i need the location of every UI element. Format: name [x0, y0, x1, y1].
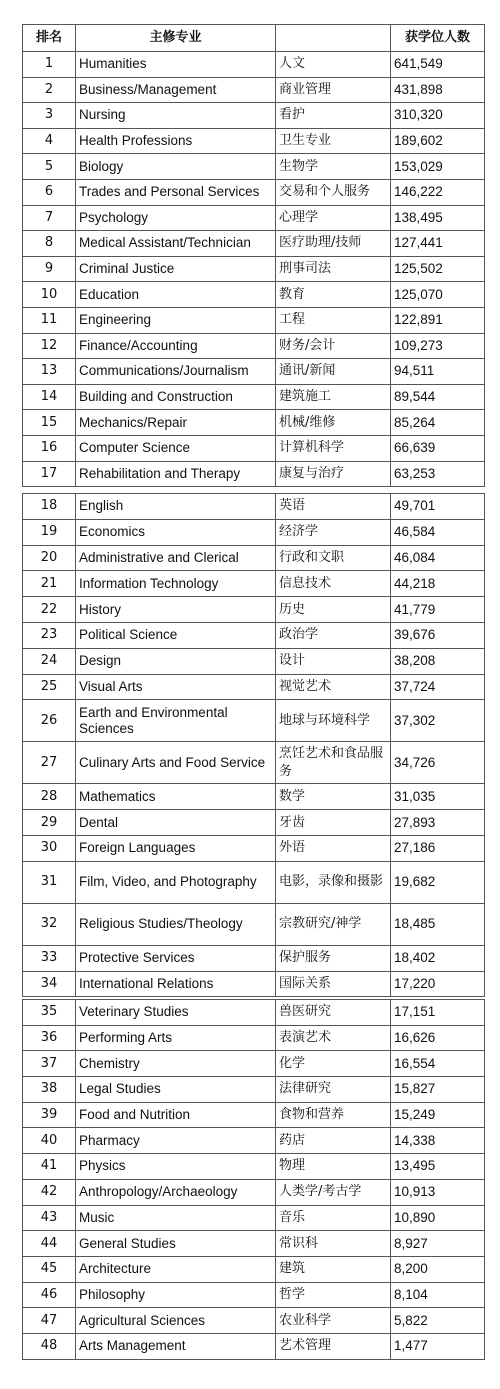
degrees-cell: 16,554 [391, 1051, 485, 1077]
major-cn-cell: 设计 [276, 648, 391, 674]
degrees-cell: 641,549 [391, 52, 485, 78]
major-cn-cell: 化学 [276, 1051, 391, 1077]
major-cn-cell: 常识科 [276, 1231, 391, 1257]
degrees-cell: 125,070 [391, 282, 485, 308]
rank-cell: 8 [23, 231, 76, 257]
major-en-cell: Economics [76, 519, 276, 545]
ranking-table-part-3 [22, 999, 485, 1360]
major-en-cell: Mechanics/Repair [76, 410, 276, 436]
rank-cell: 31 [23, 861, 76, 903]
degrees-cell: 41,779 [391, 597, 485, 623]
rank-cell: 42 [23, 1179, 76, 1205]
major-cn-cell: 视觉艺术 [276, 674, 391, 700]
rank-cell: 36 [23, 1025, 76, 1051]
major-en-cell: Administrative and Clerical [76, 545, 276, 571]
table-row [23, 1128, 485, 1154]
rank-cell: 10 [23, 282, 76, 308]
degrees-cell: 34,726 [391, 742, 485, 784]
header-degrees: 获学位人数 [391, 25, 485, 52]
degrees-cell: 146,222 [391, 179, 485, 205]
table-row [23, 1179, 485, 1205]
major-en-cell: Psychology [76, 205, 276, 231]
major-en-cell: General Studies [76, 1231, 276, 1257]
rank-cell: 25 [23, 674, 76, 700]
major-en-cell: Engineering [76, 307, 276, 333]
table-row [23, 597, 485, 623]
major-en-cell: Rehabilitation and Therapy [76, 461, 276, 487]
major-en-cell: Information Technology [76, 571, 276, 597]
major-en-cell: Protective Services [76, 945, 276, 971]
table-row [23, 674, 485, 700]
table-row [23, 1282, 485, 1308]
rank-cell: 47 [23, 1308, 76, 1334]
major-cn-cell: 心理学 [276, 205, 391, 231]
major-en-cell: Performing Arts [76, 1025, 276, 1051]
rank-cell: 1 [23, 52, 76, 78]
degrees-cell: 39,676 [391, 622, 485, 648]
rank-cell: 22 [23, 597, 76, 623]
table-row [23, 103, 485, 129]
rank-cell: 9 [23, 256, 76, 282]
major-cn-cell: 烹饪艺术和食品服务 [276, 742, 391, 784]
degrees-cell: 19,682 [391, 861, 485, 903]
degrees-cell: 38,208 [391, 648, 485, 674]
major-cn-cell: 卫生专业 [276, 128, 391, 154]
degrees-cell: 127,441 [391, 231, 485, 257]
major-cn-cell: 地球与环境科学 [276, 700, 391, 742]
major-en-cell: Legal Studies [76, 1077, 276, 1103]
table-row [23, 52, 485, 78]
table-row [23, 359, 485, 385]
major-en-cell: Anthropology/Archaeology [76, 1179, 276, 1205]
table-row [23, 1077, 485, 1103]
table-header-row [23, 25, 485, 52]
rank-cell: 33 [23, 945, 76, 971]
major-cn-cell: 交易和个人服务 [276, 179, 391, 205]
degrees-cell: 44,218 [391, 571, 485, 597]
major-cn-cell: 商业管理 [276, 77, 391, 103]
major-en-cell: Education [76, 282, 276, 308]
major-en-cell: Communications/Journalism [76, 359, 276, 385]
major-cn-cell: 人文 [276, 52, 391, 78]
major-cn-cell: 机械/维修 [276, 410, 391, 436]
major-cn-cell: 法律研究 [276, 1077, 391, 1103]
table-row [23, 410, 485, 436]
degrees-cell: 46,584 [391, 519, 485, 545]
major-en-cell: Humanities [76, 52, 276, 78]
degrees-cell: 18,485 [391, 903, 485, 945]
major-en-cell: Design [76, 648, 276, 674]
ranking-table-part-1 [22, 24, 485, 487]
table-row [23, 784, 485, 810]
major-cn-cell: 保护服务 [276, 945, 391, 971]
rank-cell: 24 [23, 648, 76, 674]
rank-cell: 39 [23, 1102, 76, 1128]
rank-cell: 45 [23, 1256, 76, 1282]
degrees-cell: 189,602 [391, 128, 485, 154]
rank-cell: 30 [23, 835, 76, 861]
degrees-cell: 8,104 [391, 1282, 485, 1308]
rank-cell: 5 [23, 154, 76, 180]
major-cn-cell: 建筑 [276, 1256, 391, 1282]
degrees-cell: 17,220 [391, 971, 485, 997]
major-en-cell: English [76, 494, 276, 520]
rank-cell: 14 [23, 384, 76, 410]
table-row [23, 128, 485, 154]
major-en-cell: Physics [76, 1154, 276, 1180]
degrees-cell: 122,891 [391, 307, 485, 333]
rank-cell: 4 [23, 128, 76, 154]
degrees-cell: 17,151 [391, 1000, 485, 1026]
major-cn-cell: 看护 [276, 103, 391, 129]
major-cn-cell: 计算机科学 [276, 435, 391, 461]
major-cn-cell: 信息技术 [276, 571, 391, 597]
table-row [23, 622, 485, 648]
rank-cell: 28 [23, 784, 76, 810]
rank-cell: 2 [23, 77, 76, 103]
table-row [23, 1256, 485, 1282]
major-cn-cell: 医疗助理/技师 [276, 231, 391, 257]
major-cn-cell: 兽医研究 [276, 1000, 391, 1026]
table-body-1 [23, 52, 485, 487]
major-cn-cell: 国际关系 [276, 971, 391, 997]
major-en-cell: Food and Nutrition [76, 1102, 276, 1128]
header-major: 主修专业 [76, 25, 276, 52]
major-en-cell: Building and Construction [76, 384, 276, 410]
major-en-cell: Finance/Accounting [76, 333, 276, 359]
major-cn-cell: 牙齿 [276, 810, 391, 836]
major-en-cell: Biology [76, 154, 276, 180]
major-en-cell: Agricultural Sciences [76, 1308, 276, 1334]
rank-cell: 18 [23, 494, 76, 520]
table-row [23, 1051, 485, 1077]
major-cn-cell: 食物和营养 [276, 1102, 391, 1128]
rank-cell: 6 [23, 179, 76, 205]
major-en-cell: Foreign Languages [76, 835, 276, 861]
degrees-cell: 27,893 [391, 810, 485, 836]
major-en-cell: Computer Science [76, 435, 276, 461]
rank-cell: 40 [23, 1128, 76, 1154]
table-row [23, 282, 485, 308]
major-en-cell: Health Professions [76, 128, 276, 154]
rank-cell: 46 [23, 1282, 76, 1308]
rank-cell: 37 [23, 1051, 76, 1077]
table-body-2 [23, 494, 485, 997]
major-cn-cell: 行政和文职 [276, 545, 391, 571]
major-cn-cell: 通讯/新闻 [276, 359, 391, 385]
table-row [23, 835, 485, 861]
degrees-cell: 16,626 [391, 1025, 485, 1051]
major-cn-cell: 英语 [276, 494, 391, 520]
major-en-cell: History [76, 597, 276, 623]
table-row [23, 384, 485, 410]
rank-cell: 19 [23, 519, 76, 545]
rank-cell: 15 [23, 410, 76, 436]
table-row [23, 700, 485, 742]
rank-cell: 27 [23, 742, 76, 784]
table-row [23, 1154, 485, 1180]
major-cn-cell: 建筑施工 [276, 384, 391, 410]
major-en-cell: Visual Arts [76, 674, 276, 700]
degrees-cell: 10,913 [391, 1179, 485, 1205]
major-en-cell: Business/Management [76, 77, 276, 103]
degrees-cell: 31,035 [391, 784, 485, 810]
major-cn-cell: 电影，录像和摄影 [276, 861, 391, 903]
rank-cell: 44 [23, 1231, 76, 1257]
table-row [23, 179, 485, 205]
degrees-cell: 94,511 [391, 359, 485, 385]
degrees-cell: 14,338 [391, 1128, 485, 1154]
rank-cell: 21 [23, 571, 76, 597]
degrees-cell: 46,084 [391, 545, 485, 571]
major-cn-cell: 刑事司法 [276, 256, 391, 282]
table-row [23, 810, 485, 836]
degrees-cell: 109,273 [391, 333, 485, 359]
table-row [23, 1231, 485, 1257]
major-en-cell: Earth and Environmental Sciences [76, 700, 276, 742]
degrees-cell: 89,544 [391, 384, 485, 410]
rank-cell: 35 [23, 1000, 76, 1026]
major-cn-cell: 经济学 [276, 519, 391, 545]
degrees-cell: 1,477 [391, 1333, 485, 1359]
table-row [23, 1308, 485, 1334]
rank-cell: 3 [23, 103, 76, 129]
major-en-cell: Political Science [76, 622, 276, 648]
degrees-cell: 310,320 [391, 103, 485, 129]
table-row [23, 435, 485, 461]
table-body-3 [23, 1000, 485, 1360]
table-row [23, 545, 485, 571]
major-en-cell: Nursing [76, 103, 276, 129]
degrees-cell: 8,927 [391, 1231, 485, 1257]
major-en-cell: Philosophy [76, 1282, 276, 1308]
major-cn-cell: 教育 [276, 282, 391, 308]
degrees-cell: 37,724 [391, 674, 485, 700]
degrees-cell: 153,029 [391, 154, 485, 180]
major-en-cell: Arts Management [76, 1333, 276, 1359]
degrees-cell: 49,701 [391, 494, 485, 520]
table-row [23, 648, 485, 674]
rank-cell: 32 [23, 903, 76, 945]
rank-cell: 12 [23, 333, 76, 359]
degrees-cell: 18,402 [391, 945, 485, 971]
table-row [23, 256, 485, 282]
table-row [23, 945, 485, 971]
table-row [23, 231, 485, 257]
major-cn-cell: 政治学 [276, 622, 391, 648]
major-cn-cell: 数学 [276, 784, 391, 810]
major-en-cell: Music [76, 1205, 276, 1231]
table-row [23, 205, 485, 231]
major-en-cell: Mathematics [76, 784, 276, 810]
rank-cell: 38 [23, 1077, 76, 1103]
rank-cell: 23 [23, 622, 76, 648]
major-cn-cell: 康复与治疗 [276, 461, 391, 487]
major-cn-cell: 历史 [276, 597, 391, 623]
rank-cell: 43 [23, 1205, 76, 1231]
major-en-cell: Culinary Arts and Food Service [76, 742, 276, 784]
major-en-cell: Film, Video, and Photography [76, 861, 276, 903]
degrees-cell: 85,264 [391, 410, 485, 436]
header-rank: 排名 [23, 25, 76, 52]
major-en-cell: Trades and Personal Services [76, 179, 276, 205]
rank-cell: 11 [23, 307, 76, 333]
major-cn-cell: 艺术管理 [276, 1333, 391, 1359]
degrees-cell: 66,639 [391, 435, 485, 461]
header-major-cn [276, 25, 391, 52]
rank-cell: 34 [23, 971, 76, 997]
major-en-cell: Pharmacy [76, 1128, 276, 1154]
rank-cell: 7 [23, 205, 76, 231]
degrees-cell: 63,253 [391, 461, 485, 487]
major-en-cell: Medical Assistant/Technician [76, 231, 276, 257]
major-cn-cell: 哲学 [276, 1282, 391, 1308]
major-cn-cell: 财务/会计 [276, 333, 391, 359]
table-row [23, 1025, 485, 1051]
major-cn-cell: 宗教研究/神学 [276, 903, 391, 945]
major-cn-cell: 外语 [276, 835, 391, 861]
rank-cell: 48 [23, 1333, 76, 1359]
major-cn-cell: 物理 [276, 1154, 391, 1180]
table-row [23, 903, 485, 945]
table-row [23, 861, 485, 903]
table-row [23, 333, 485, 359]
degrees-cell: 8,200 [391, 1256, 485, 1282]
major-cn-cell: 表演艺术 [276, 1025, 391, 1051]
ranking-table-part-2 [22, 493, 485, 997]
major-cn-cell: 药店 [276, 1128, 391, 1154]
degrees-cell: 431,898 [391, 77, 485, 103]
rank-cell: 13 [23, 359, 76, 385]
major-cn-cell: 生物学 [276, 154, 391, 180]
degrees-cell: 15,249 [391, 1102, 485, 1128]
degrees-cell: 10,890 [391, 1205, 485, 1231]
table-row [23, 971, 485, 997]
degrees-cell: 37,302 [391, 700, 485, 742]
degrees-cell: 27,186 [391, 835, 485, 861]
table-row [23, 519, 485, 545]
table-row [23, 1102, 485, 1128]
table-row [23, 1000, 485, 1026]
rank-cell: 20 [23, 545, 76, 571]
table-row [23, 742, 485, 784]
degrees-cell: 5,822 [391, 1308, 485, 1334]
table-row [23, 1205, 485, 1231]
rank-cell: 26 [23, 700, 76, 742]
rank-cell: 29 [23, 810, 76, 836]
major-en-cell: Religious Studies/Theology [76, 903, 276, 945]
major-en-cell: International Relations [76, 971, 276, 997]
major-en-cell: Dental [76, 810, 276, 836]
major-en-cell: Chemistry [76, 1051, 276, 1077]
major-cn-cell: 人类学/考古学 [276, 1179, 391, 1205]
degrees-cell: 125,502 [391, 256, 485, 282]
degrees-cell: 15,827 [391, 1077, 485, 1103]
major-cn-cell: 农业科学 [276, 1308, 391, 1334]
table-row [23, 571, 485, 597]
table-row [23, 307, 485, 333]
table-row [23, 494, 485, 520]
major-en-cell: Architecture [76, 1256, 276, 1282]
rank-cell: 17 [23, 461, 76, 487]
major-cn-cell: 音乐 [276, 1205, 391, 1231]
table-row [23, 1333, 485, 1359]
major-cn-cell: 工程 [276, 307, 391, 333]
table-row [23, 77, 485, 103]
rank-cell: 16 [23, 435, 76, 461]
degrees-cell: 138,495 [391, 205, 485, 231]
degrees-cell: 13,495 [391, 1154, 485, 1180]
rank-cell: 41 [23, 1154, 76, 1180]
major-en-cell: Veterinary Studies [76, 1000, 276, 1026]
table-row [23, 461, 485, 487]
major-en-cell: Criminal Justice [76, 256, 276, 282]
table-row [23, 154, 485, 180]
